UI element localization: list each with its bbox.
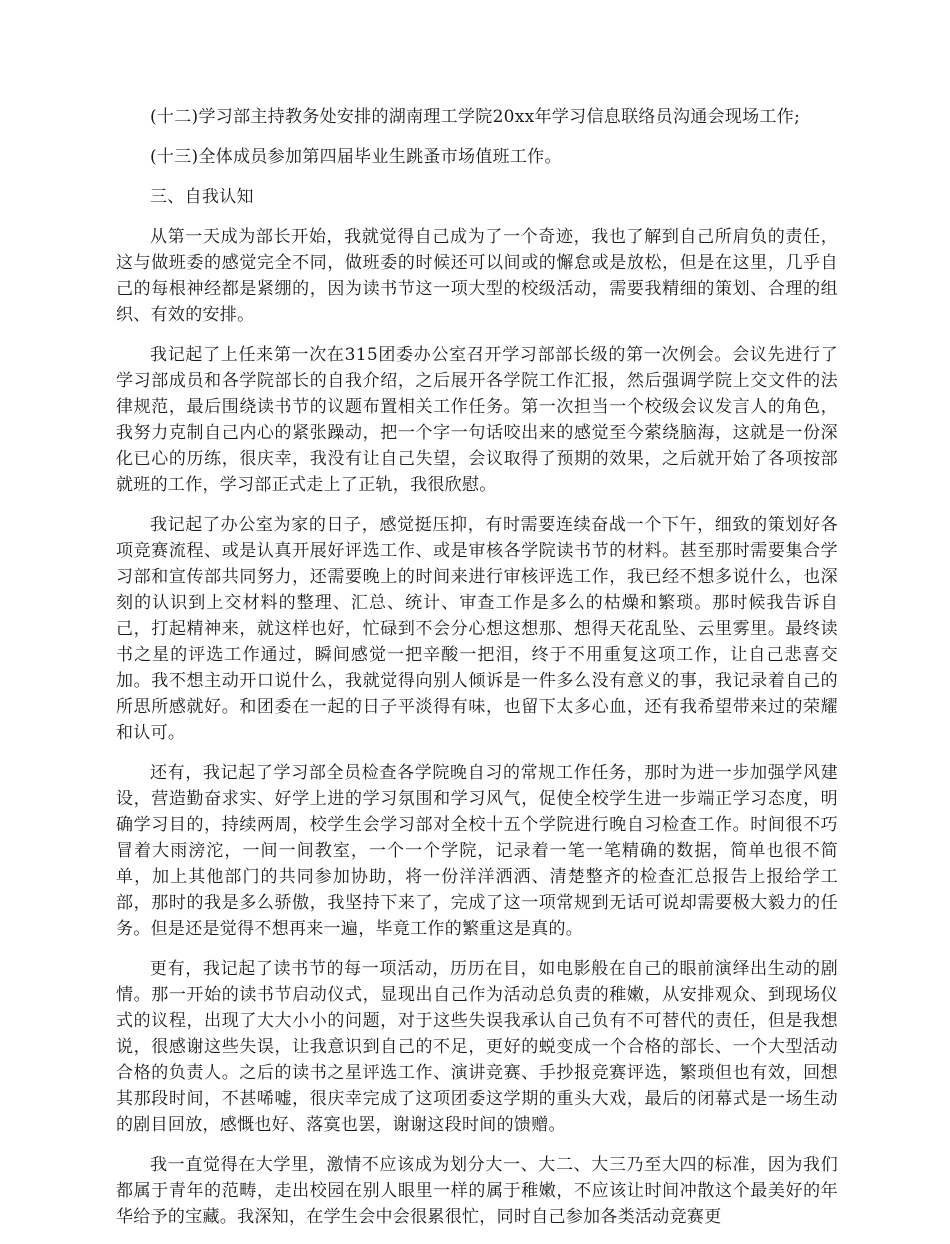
paragraph-becoming-minister: 从第一天成为部长开始，我就觉得自己成为了一个奇迹，我也了解到自己所肩负的责任，这与做班委的感觉完全不同，做班委的时候还可以间或的懈怠或是放松，但是在这里，几乎自己的每根神经都是紧绷的，因为读书节这一项大型的校级活动，需要我精细的策划、合理的组织、有效的安排。 (116, 227, 838, 325)
section-heading-self-awareness: 三、自我认知 (150, 187, 254, 207)
paragraph-reading-festival: 更有，我记起了读书节的每一项活动，历历在目，如电影般在自己的眼前演绎出生动的剧情。那一开始的读书节启动仪式，显现出自己作为活动总负责的稚嫩，从安排观众、到现场仪式的议程，出现了大大小小的问题，对于这些失误我承认自己负有不可替代的责任，但是我想说，很感谢这些失误，让我意识到自己的不足，更好的蜕变成一个合格的部长、一个大型活动合格的负责人。之后的读书之星评选工作、演讲竞赛、手抄报竞赛评选，繁琐但也有效，回想其那段时间，不甚唏嘘，很庆幸完成了这项团委这学期的重头大戏，最后的闭幕式是一场生动的剧目回放，感慨也好、落寞也罢，谢谢这段时间的馈赠。 (116, 959, 838, 1135)
paragraph-item-13: (十三)全体成员参加第四届毕业生跳蚤市场值班工作。 (150, 147, 562, 167)
paragraph-evening-study-check: 还有，我记起了学习部全员检查各学院晚自习的常规工作任务，那时为进一步加强学风建设，营造勤奋求实、好学上进的学习氛围和学习风气，促使全校学生进一步端正学习态度，明确学习目的，持续两周，校学生会学习部对全校十五个学院进行晚自习检查工作。时间很不巧冒着大雨滂沱，一间一间教室，一个一个学院，记录着一笔一笔精确的数据，简单也很不简单，加上其他部门的共同参加协助，将一份洋洋洒洒、清楚整齐的检查汇总报告上报给学工部，那时的我是多么骄傲，我坚持下来了，完成了这一项常规到无话可说却需要极大毅力的任务。但是还是觉得不想再来一遍，毕竟工作的繁重这是真的。 (116, 763, 838, 939)
paragraph-first-meeting: 我记起了上任来第一次在315团委办公室召开学习部部长级的第一次例会。会议先进行了学习部成员和各学院部长的自我介绍，之后展开各学院工作汇报，然后强调学院上交文件的法律规范，最后围绕读书节的议题布置相关工作任务。第一次担当一个校级会议发言人的角色，我努力克制自己内心的紧张躁动，把一个字一句话咬出来的感觉至今萦绕脑海，这就是一份深化已心的历练，很庆幸，我没有让自己失望，会议取得了预期的效果，之后就开始了各项按部就班的工作，学习部正式走上了正轨，我很欣慰。 (116, 345, 838, 495)
paragraph-item-12: (十二)学习部主持教务处安排的湖南理工学院20xx年学习信息联络员沟通会现场工作; (150, 107, 801, 127)
paragraph-office-days: 我记起了办公室为家的日子，感觉挺压抑，有时需要连续奋战一个下午，细致的策划好各项竞赛流程、或是认真开展好评选工作、或是审核各学院读书节的材料。甚至那时需要集合学习部和宣传部共同努力，还需要晚上的时间来进行审核评选工作，我已经不想多说什么，也深刻的认识到上交材料的整理、汇总、统计、审查工作是多么的枯燥和繁琐。那时候我告诉自己，打起精神来，就这样也好，忙碌到不会分心想这想那、想得天花乱坠、云里雾里。最终读书之星的评选工作通过，瞬间感觉一把辛酸一把泪，终于不用重复这项工作，让自己悲喜交加。我不想主动开口说什么，我就觉得向别人倾诉是一件多么没有意义的事，我记录着自己的所思所感就好。和团委在一起的日子平淡得有味，也留下太多心血，还有我希望带来过的荣耀和认可。 (116, 515, 838, 743)
paragraph-university-passion: 我一直觉得在大学里，激情不应该成为划分大一、大二、大三乃至大四的标准，因为我们都属于青年的范畴，走出校园在别人眼里一样的属于稚嫩，不应该让时间冲散这个最美好的年华给予的宝藏。我深知，在学生会中会很累很忙，同时自己参加各类活动竞赛更 (116, 1155, 838, 1227)
document-body (116, 104, 838, 1244)
